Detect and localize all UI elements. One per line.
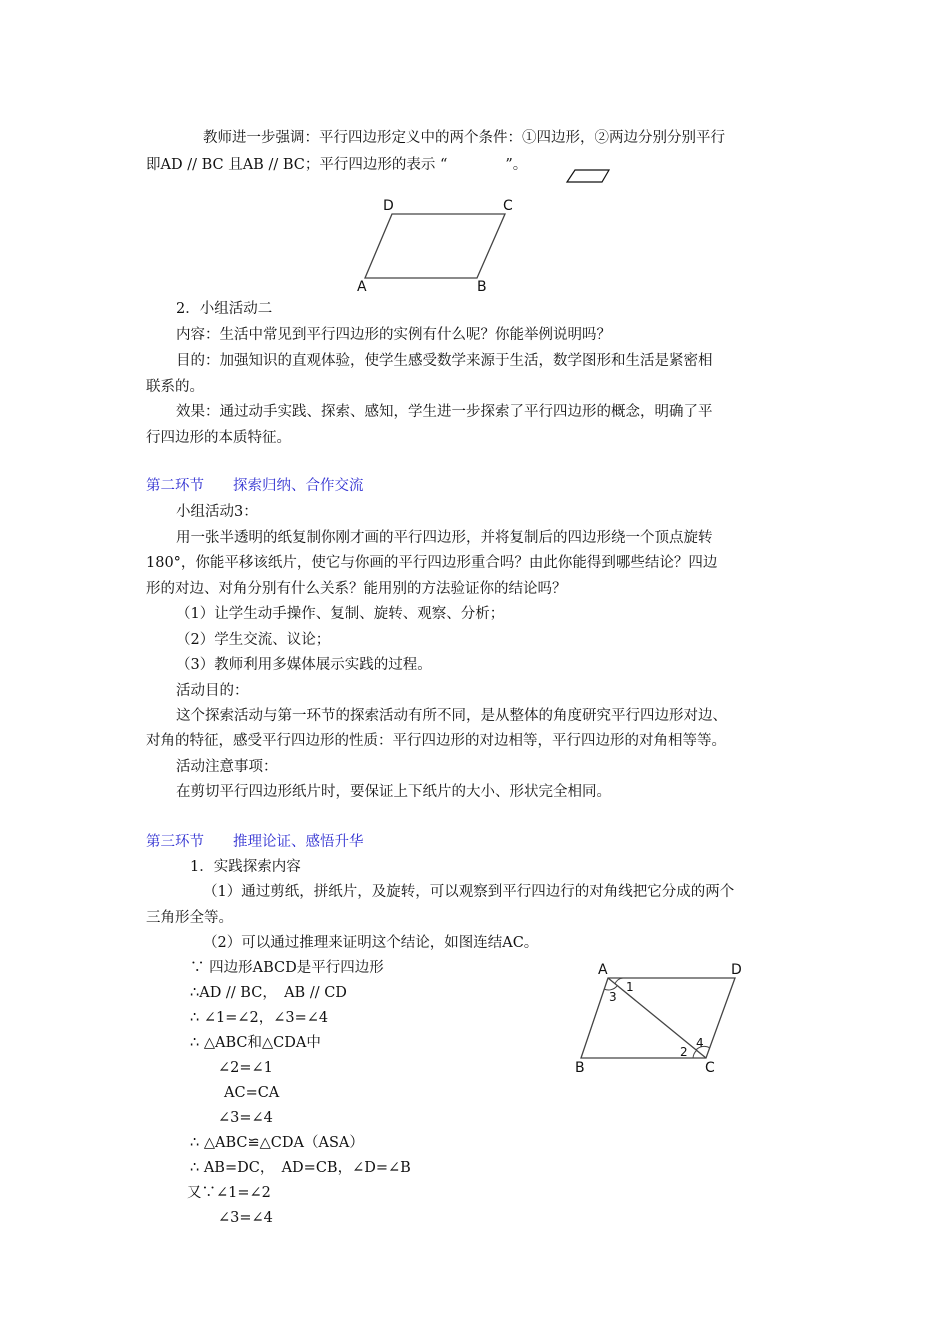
paragraph-line: 内容：生活中常见到平行四边形的实例有什么呢？你能举例说明吗？ <box>176 327 611 343</box>
proof-step: ∴ AB=DC， AD=CB，∠D=∠B <box>190 1160 411 1176</box>
note-title: 活动注意事项： <box>176 759 278 775</box>
step-item: （1）让学生动手操作、复制、旋转、观察、分析； <box>176 606 505 622</box>
paragraph-line: 形的对边、对角分别有什么关系？能用别的方法验证你的结论吗？ <box>146 581 567 597</box>
proof-step: ∠2=∠1 <box>218 1060 273 1076</box>
paragraph-line: 行四边形的本质特征。 <box>146 430 291 446</box>
vertex-label-b: B <box>477 279 487 295</box>
angle-label-1: 1 <box>626 980 634 994</box>
proof-step: ∵ 四边形ABCD是平行四边形 <box>190 960 384 976</box>
proof-step: AC=CA <box>224 1085 280 1101</box>
angle-label-4: 4 <box>696 1036 704 1050</box>
step-item: （3）教师利用多媒体展示实践的过程。 <box>176 657 432 673</box>
activity-title: 小组活动3： <box>176 504 258 520</box>
angle-label-2: 2 <box>680 1045 688 1059</box>
vertex-label-d: D <box>383 198 394 214</box>
proof-step: ∴ △ABC和△CDA中 <box>190 1035 321 1051</box>
vertex-label-d: D <box>731 962 742 978</box>
proof-step: ∠3=∠4 <box>218 1210 273 1226</box>
paragraph-line: （2）可以通过推理来证明这个结论，如图连结AC。 <box>203 935 539 951</box>
paragraph-line: 这个探索活动与第一环节的探索活动有所不同，是从整体的角度研究平行四边形对边、 <box>176 708 727 724</box>
paragraph-line: 教师进一步强调：平行四边形定义中的两个条件：①四边形，②两边分别分别平行 <box>203 130 725 146</box>
paragraph-line: 对角的特征，感受平行四边形的性质：平行四边形的对边相等，平行四边形的对角相等等。 <box>146 733 726 749</box>
proof-step: ∴AD // BC， AB // CD <box>190 985 347 1001</box>
section-heading: 第二环节 探索归纳、合作交流 <box>146 478 364 494</box>
proof-step: ∴ △ABC≌△CDA（ASA） <box>190 1135 364 1151</box>
proof-step: 又∵∠1=∠2 <box>187 1185 271 1201</box>
paragraph-line: 联系的。 <box>146 379 204 395</box>
proof-step: ∴ ∠1=∠2，∠3=∠4 <box>190 1010 329 1026</box>
section-heading: 第三环节 推理论证、感悟升华 <box>146 834 364 850</box>
paragraph-line: 效果：通过动手实践、探索、感知，学生进一步探索了平行四边形的概念，明确了平 <box>176 404 713 420</box>
paragraph-line: 在剪切平行四边形纸片时，要保证上下纸片的大小、形状完全相同。 <box>176 784 611 800</box>
item-title: 2．小组活动二 <box>176 301 273 317</box>
vertex-label-c: C <box>705 1060 715 1076</box>
angle-label-3: 3 <box>609 990 617 1004</box>
paragraph-line: 180°，你能平移该纸片，使它与你画的平行四边形重合吗？由此你能得到哪些结论？四边 <box>146 555 718 571</box>
paragraph-line: 三角形全等。 <box>146 910 233 926</box>
paragraph-line: 目的：加强知识的直观体验，使学生感受数学来源于生活，数学图形和生活是紧密相 <box>176 353 713 369</box>
vertex-label-b: B <box>575 1060 585 1076</box>
item-title: 1．实践探索内容 <box>190 859 301 875</box>
paragraph-line: 用一张半透明的纸复制你刚才画的平行四边形，并将复制后的四边形绕一个顶点旋转 <box>176 530 713 546</box>
paragraph-line: （1）通过剪纸，拼纸片，及旋转，可以观察到平行四边行的对角线把它分成的两个 <box>203 884 735 900</box>
paragraph-line: 即AD // BC 且AB // BC；平行四边形的表示 “ ”。 <box>146 157 528 173</box>
goal-title: 活动目的： <box>176 683 249 699</box>
vertex-label-a: A <box>598 962 608 978</box>
proof-step: ∠3=∠4 <box>218 1110 273 1126</box>
step-item: （2）学生交流、议论； <box>176 632 331 648</box>
vertex-label-c: C <box>503 198 513 214</box>
vertex-label-a: A <box>357 279 367 295</box>
